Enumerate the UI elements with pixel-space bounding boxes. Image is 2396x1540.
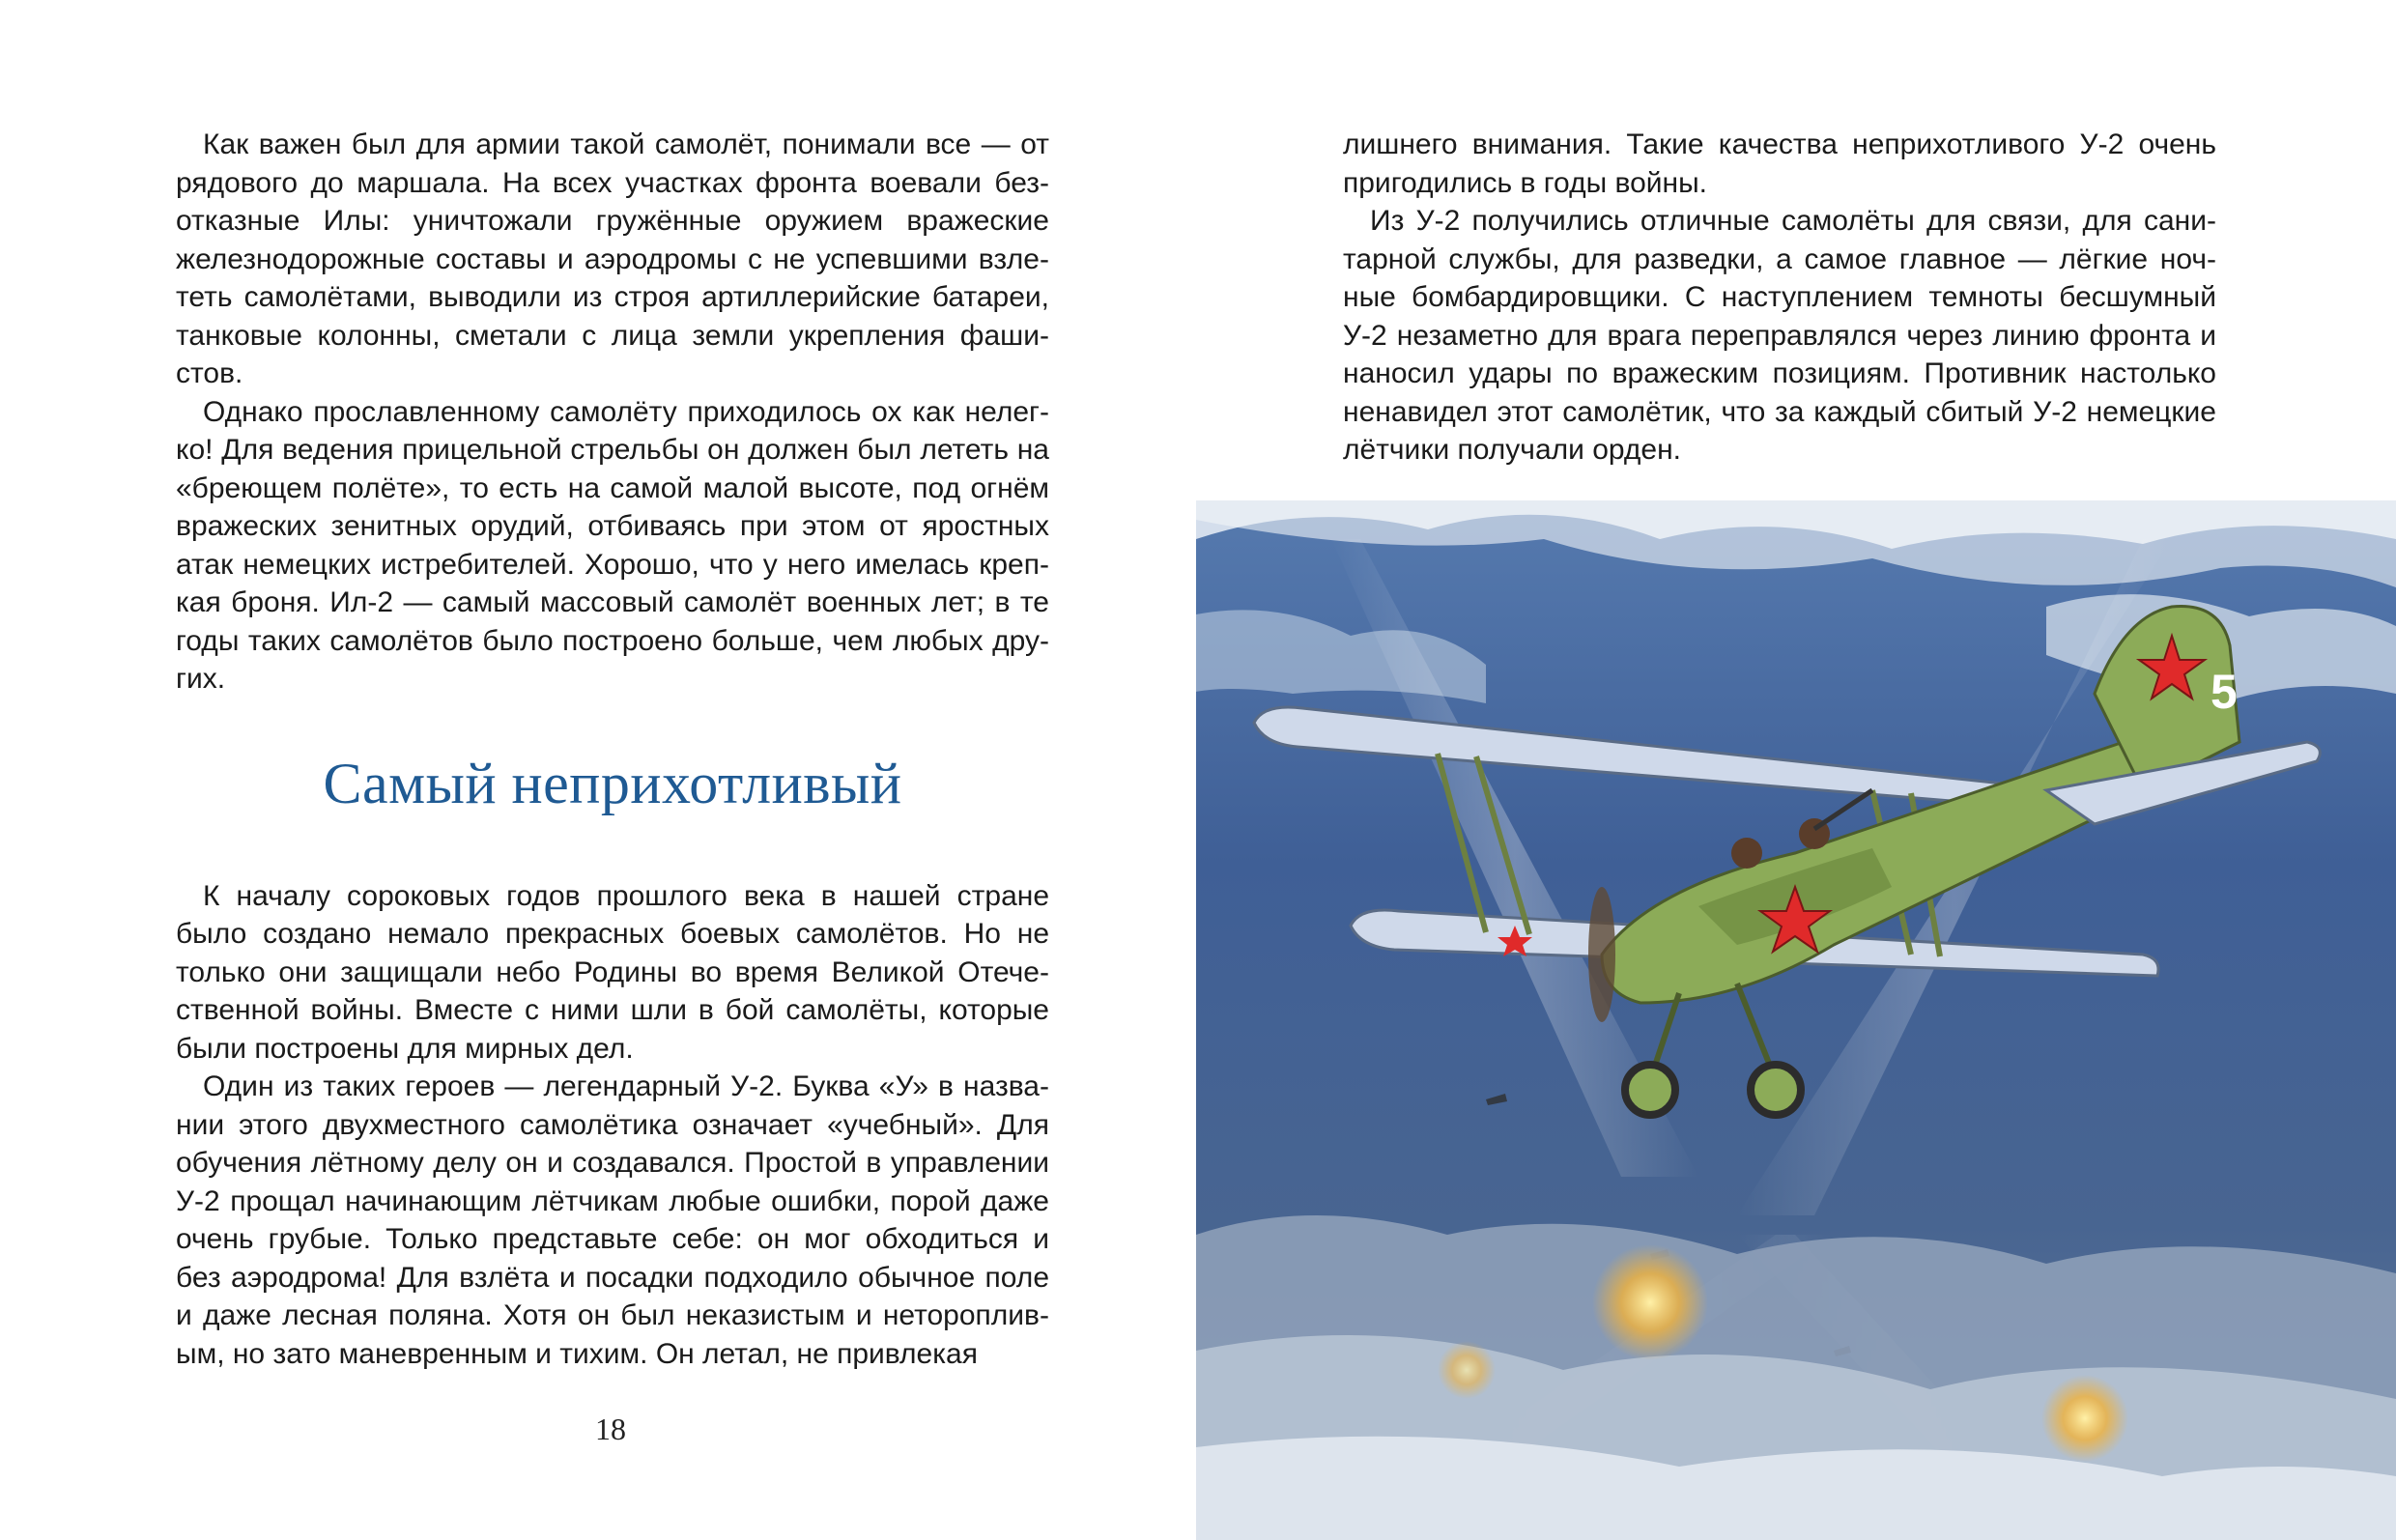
paragraph-continued: лишнего внимания. Такие качества неприхотливого У-2 очень пригодились в годы войны. [1343,128,2216,199]
section-heading: Самый неприхотливый [323,751,902,815]
right-text-column [1343,126,2216,470]
paragraph-forties-planes: К началу сороковых годов прошлого века в нашей стране было создано немало прекрасных боевых самолётов. Но не только они защищали небо Родины во время Великой Отечественной войны. Вместе с ними шли в бой самолёты, которые были построены для мирных дел. [176,879,1049,1065]
illustration-svg [1196,500,2396,1540]
page-number: 18 [595,1412,626,1446]
tail-number: 5 [2211,665,2238,719]
paragraph-u2-night-bomber: Из У-2 получились отличные самолёты для связи, для санитарной службы, для разведки, а самое главное — лёгкие ночные бомбардировщики. С наступлением темноты бесшумный У-2 незаметно для врага переправлялся через линию фронта и наносил удары по вражеским позициям. Противник настолько ненавидел этот самолётик, что за каждый сбитый У-2 немецкие лётчики получали орден. [1343,205,2216,466]
paragraph-u2-intro: Один из таких героев — легендарный У-2. Буква «У» в названии этого двухместного самолётика означает «учебный». Для обучения лётному делу он и создавался. Простой в управлении У-2 прощал начинающим лётчикам любые ошибки, порой даже очень грубые. Только представьте себе: он мог обходиться и без аэродрома! Для взлёта и посадки подходило обычное поле и даже лесная поляна. Хотя он был неказистым и неторопливым, но зато маневренным и тихим. Он летал, не привлекая [176,1070,1049,1370]
paragraph-il2-importance: Как важен был для армии такой самолёт, понимали все — от рядового до маршала. На всех участках фронта воевали безотказные Илы: уничтожали гружённые оружием вражеские железнодорожные составы и аэродромы с не успевшими взлететь самолётами, выводили из строя артиллерийские батареи, танковые колонны, сметали с лица земли укрепления фашистов. [176,128,1049,389]
paragraph-il2-armor: Однако прославленному самолёту приходилось ох как нелегко! Для ведения прицельной стрельбы он должен был лететь на «бреющем полёте», то есть на самой малой высоте, под огнём вражеских зенитных орудий, отбиваясь при этом от яростных атак немецких истребителей. Хорошо, что у него имелась крепкая броня. Ил-2 — самый массовый самолёт военных лет; в те годы таких самолётов было построено больше, чем любых других. [176,395,1049,695]
lower-clouds [1196,1215,2396,1540]
left-text-column [176,126,1049,1373]
u2-biplane-illustration [1196,500,2396,1540]
